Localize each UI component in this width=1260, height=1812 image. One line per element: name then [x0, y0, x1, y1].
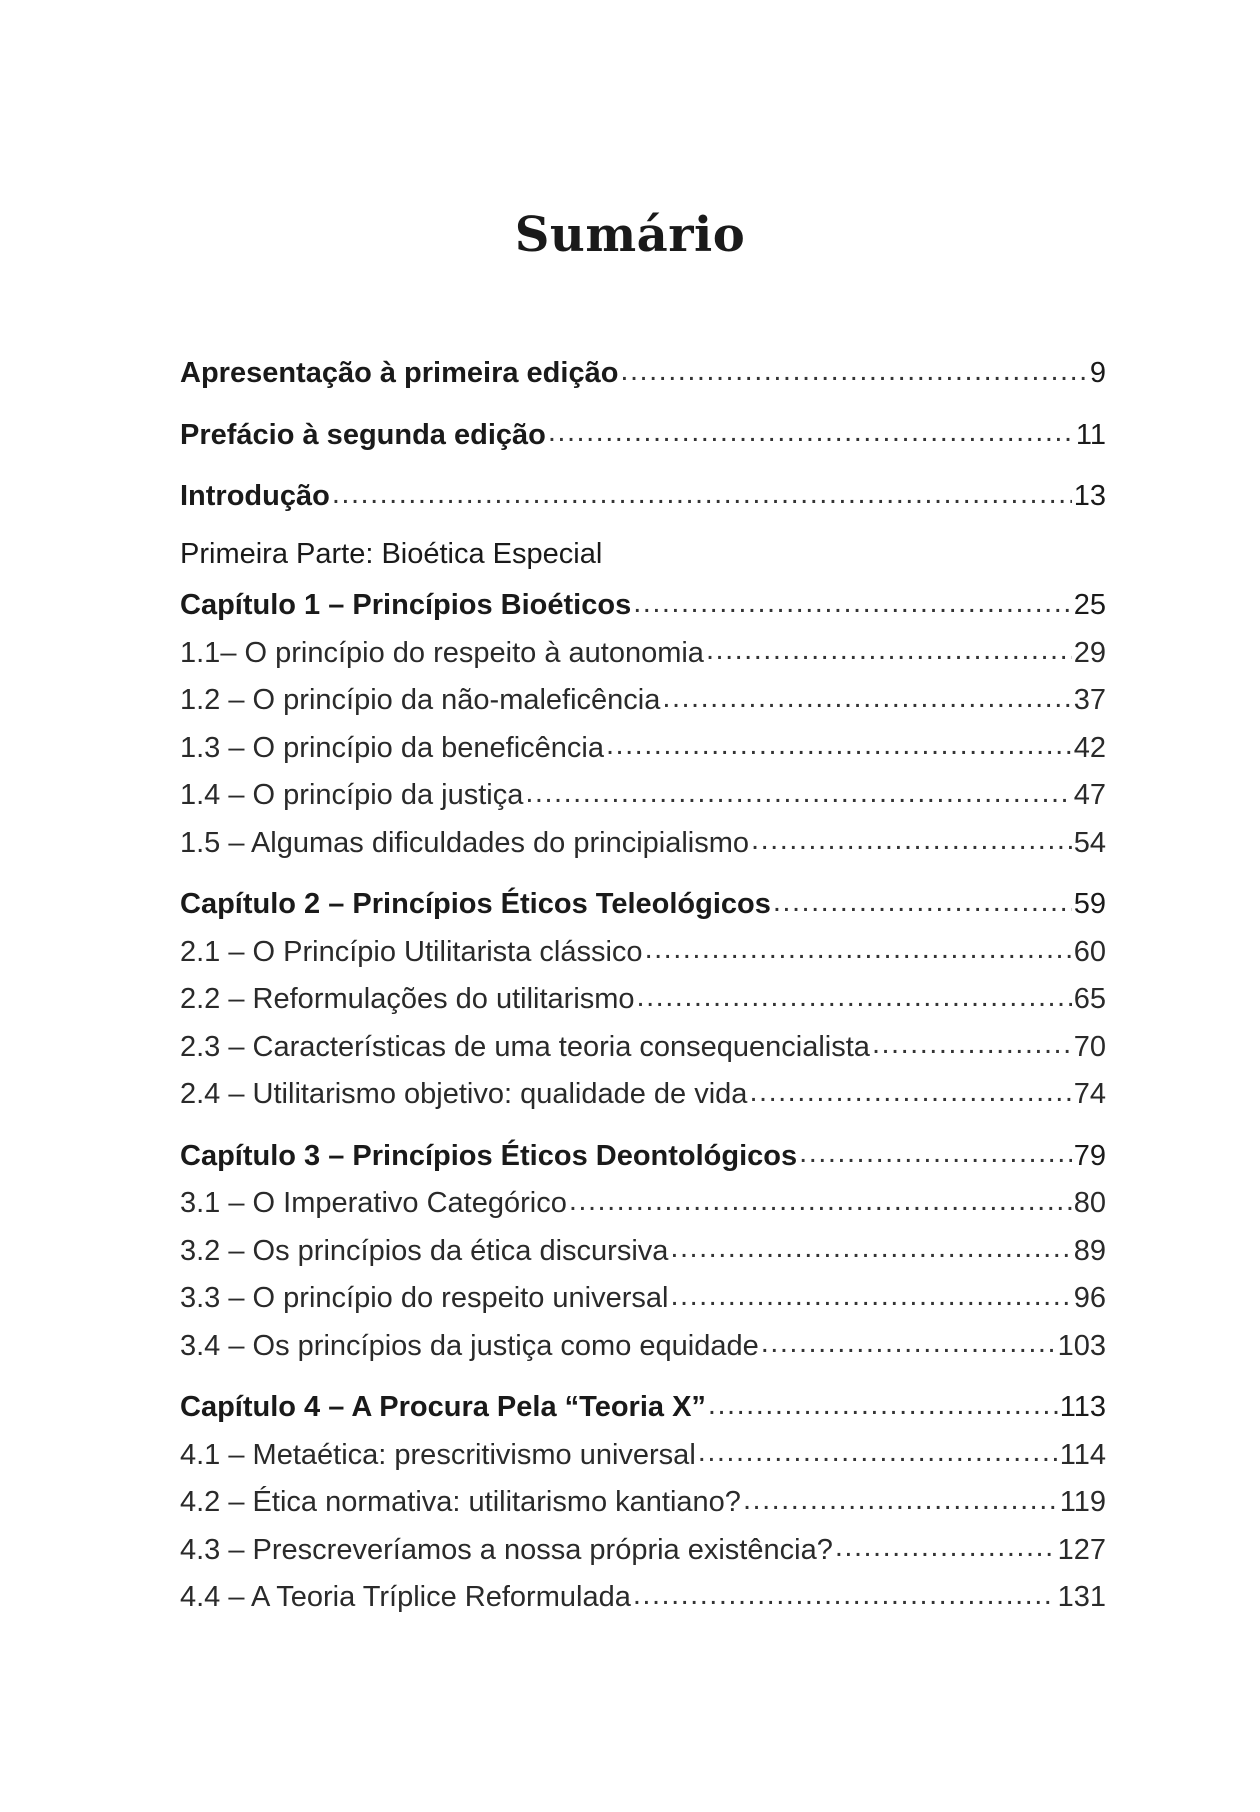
toc-entry-label: 2.4 – Utilitarismo objetivo: qualidade de vida — [180, 1078, 748, 1110]
toc-entry-page: 59 — [1073, 888, 1106, 920]
toc-entry-page: 25 — [1073, 589, 1106, 621]
toc-entry-page: 37 — [1073, 684, 1106, 716]
toc-entry-page: 80 — [1073, 1187, 1106, 1219]
toc-leader-dots — [835, 1530, 1056, 1559]
toc-entry-label: Capítulo 1 – Princípios Bioéticos — [180, 589, 632, 621]
toc-entry-label: 1.5 – Algumas dificuldades do principialismo — [180, 826, 750, 859]
toc-entry-page: 65 — [1073, 983, 1106, 1015]
toc-entry-page: 114 — [1059, 1438, 1106, 1471]
toc-entry-page: 13 — [1073, 480, 1106, 512]
toc-leader-dots — [751, 823, 1072, 852]
toc-entry-page: 89 — [1073, 1234, 1106, 1267]
toc-leader-dots — [799, 1136, 1072, 1165]
toc-leader-dots — [620, 353, 1087, 382]
toc-leader-dots — [698, 1435, 1058, 1464]
toc-entry-label: 3.4 – Os princípios da justiça como equidade — [180, 1329, 759, 1362]
toc-leader-dots — [633, 1577, 1056, 1606]
toc-leader-dots — [670, 1231, 1071, 1260]
toc-chapter-entry[interactable] — [180, 1387, 1106, 1435]
toc-entry-label: 1.2 – O princípio da não-maleficência — [180, 684, 661, 716]
toc-entry[interactable] — [180, 476, 1106, 524]
toc-entry[interactable] — [180, 415, 1106, 463]
toc-chapter-entry[interactable] — [180, 1136, 1106, 1184]
toc-section-entry[interactable] — [180, 1577, 1106, 1625]
toc-entry-label: 2.3 – Características de uma teoria consequencialista — [180, 1030, 870, 1063]
toc-leader-dots — [332, 476, 1072, 505]
toc-entry-label: Capítulo 3 – Princípios Éticos Deontológicos — [180, 1139, 798, 1172]
toc-entry-label: 3.2 – Os princípios da ética discursiva — [180, 1234, 669, 1267]
toc-entry-label: 3.1 – O Imperativo Categórico — [180, 1187, 567, 1219]
toc-entry-label: 1.4 – O princípio da justiça — [180, 779, 524, 811]
toc-entry-page: 74 — [1073, 1078, 1106, 1110]
toc-section-entry[interactable] — [180, 932, 1106, 980]
toc-entry-page: 11 — [1075, 418, 1106, 451]
toc-entry-page: 119 — [1059, 1486, 1106, 1518]
toc-entry-label: 2.2 – Reformulações do utilitarismo — [180, 983, 635, 1015]
toc-section-entry[interactable] — [180, 823, 1106, 871]
toc-entry-label: Capítulo 4 – A Procura Pela “Teoria X” — [180, 1391, 706, 1423]
toc-entry-label: Prefácio à segunda edição — [180, 418, 546, 451]
toc-entry-label: 2.1 – O Princípio Utilitarista clássico — [180, 935, 643, 968]
toc-leader-dots — [633, 585, 1072, 614]
toc-entry-label: Introdução — [180, 480, 330, 512]
toc-section-entry[interactable] — [180, 1326, 1106, 1374]
toc-entry-page: 103 — [1057, 1329, 1106, 1362]
toc-entry-label: 4.1 – Metaética: prescritivismo universal — [180, 1438, 696, 1471]
toc-entry-label: Apresentação à primeira edição — [180, 357, 619, 389]
toc-entry-page: 127 — [1057, 1533, 1106, 1566]
toc-leader-dots — [773, 884, 1072, 913]
toc-leader-dots — [872, 1027, 1072, 1056]
toc-entry-label: 4.2 – Ética normativa: utilitarismo kantiano? — [180, 1486, 741, 1518]
toc-entry-page: 70 — [1073, 1030, 1106, 1063]
toc-leader-dots — [706, 633, 1072, 662]
toc-entry-page: 29 — [1073, 636, 1106, 669]
toc-leader-dots — [743, 1482, 1058, 1511]
toc-leader-dots — [645, 932, 1072, 961]
toc-leader-dots — [761, 1326, 1056, 1355]
toc-entry-page: 113 — [1059, 1391, 1106, 1423]
toc-section-entry[interactable] — [180, 1027, 1106, 1075]
toc-section-entry[interactable] — [180, 1530, 1106, 1578]
toc-entry-page: 60 — [1073, 935, 1106, 968]
toc-section-entry[interactable] — [180, 633, 1106, 681]
toc-section-entry[interactable] — [180, 775, 1106, 823]
toc-section-entry[interactable] — [180, 1074, 1106, 1122]
toc-chapter-entry[interactable] — [180, 884, 1106, 932]
toc-leader-dots — [662, 680, 1071, 709]
page-title: Sumário — [514, 207, 746, 263]
toc-section-entry[interactable] — [180, 979, 1106, 1027]
table-of-contents — [180, 353, 1106, 1625]
toc-section-entry[interactable] — [180, 728, 1106, 776]
toc-entry-page: 96 — [1073, 1282, 1106, 1314]
toc-entry-page: 54 — [1073, 826, 1106, 859]
toc-chapter-entry[interactable] — [180, 585, 1106, 633]
toc-part-label: Primeira Parte: Bioética Especial — [180, 537, 603, 570]
toc-entry-label: 3.3 – O princípio do respeito universal — [180, 1282, 669, 1314]
toc-section-entry[interactable] — [180, 1482, 1106, 1530]
toc-entry-label: 4.4 – A Teoria Tríplice Reformulada — [180, 1581, 631, 1613]
toc-entry-page: 42 — [1073, 731, 1106, 764]
toc-section-entry[interactable] — [180, 680, 1106, 728]
toc-leader-dots — [548, 415, 1074, 444]
toc-leader-dots — [749, 1074, 1071, 1103]
toc-entry-page: 47 — [1073, 779, 1106, 811]
toc-part-heading — [180, 538, 1106, 586]
toc-section-entry[interactable] — [180, 1231, 1106, 1279]
toc-leader-dots — [637, 979, 1072, 1008]
toc-leader-dots — [569, 1183, 1072, 1212]
toc-entry-page: 131 — [1057, 1581, 1106, 1613]
toc-section-entry[interactable] — [180, 1278, 1106, 1326]
toc-entry-label: 4.3 – Prescreveríamos a nossa própria existência? — [180, 1533, 833, 1566]
toc-leader-dots — [525, 775, 1071, 804]
toc-section-entry[interactable] — [180, 1183, 1106, 1231]
toc-entry-label: 1.1– O princípio do respeito à autonomia — [180, 636, 704, 669]
toc-entry-label: Capítulo 2 – Princípios Éticos Teleológicos — [180, 888, 771, 920]
toc-entry[interactable] — [180, 353, 1106, 401]
toc-leader-dots — [670, 1278, 1071, 1307]
toc-section-entry[interactable] — [180, 1435, 1106, 1483]
toc-entry-page: 79 — [1073, 1139, 1106, 1172]
toc-leader-dots — [708, 1387, 1058, 1416]
toc-entry-label: 1.3 – O princípio da beneficência — [180, 731, 604, 764]
toc-entry-page: 9 — [1089, 357, 1106, 389]
toc-leader-dots — [606, 728, 1072, 757]
